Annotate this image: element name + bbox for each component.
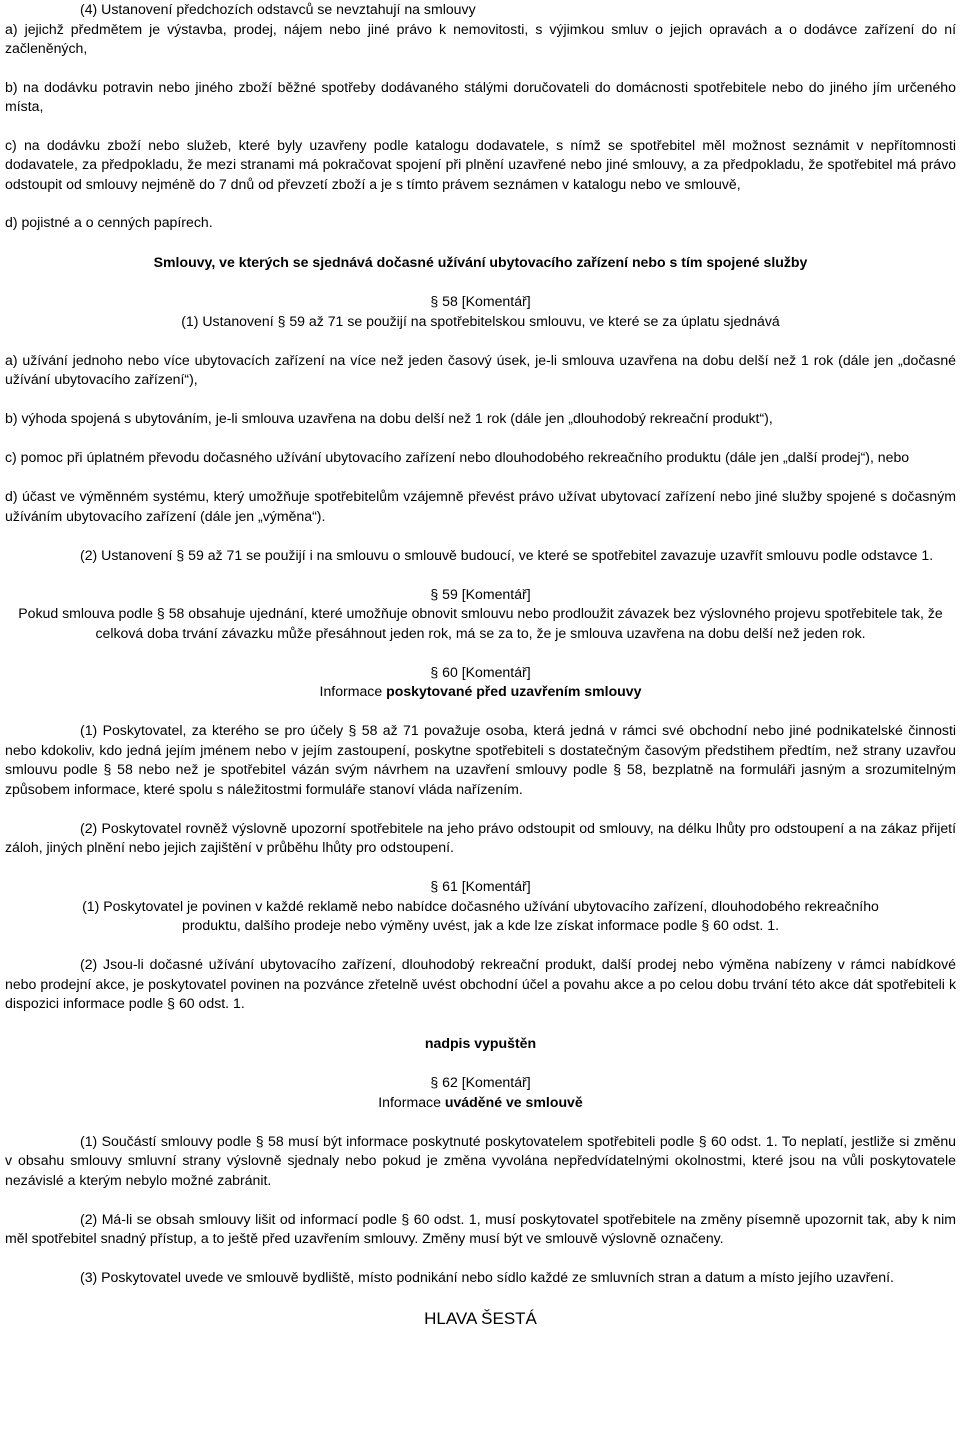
section-sign: § [430, 1074, 439, 1090]
text-fragment: 58 až 71 považuje osoba, která jedná v rámci své obchodní nebo jiné podnikatelské činnosti nebo kdokoliv, kdo jedná jejím jménem nebo v jejím zastoupení, poskytne spotřebiteli s dostatečným časovým předstihem předtím, než strany uzavřou smlouvu podle [5, 722, 957, 777]
text-fragment: (2) Jsou-li dočasné užívání ubytovacího zařízení, dlouhodobý rekreační produkt, další prodej nebo výměna nabízeny v rámci nabídkové nebo prodejní akce, je poskytovatel povinen na pozvánce zřetelně uvést obchodní účel a povahu akce a po celou dobu trvání této akce dát spotřebiteli k dispozici informace podle [5, 956, 956, 1011]
paragraph-61-1 [5, 897, 956, 936]
section-sign: § [430, 878, 439, 894]
text-fragment: 58, bezplatně na formuláři jasným a srozumitelným způsobem informace, které spolu s náležitostmi formuláře stanoví vláda nařízením. [5, 761, 956, 797]
paragraph-62-2 [5, 1210, 956, 1249]
section-sign: § [277, 312, 286, 329]
paragraph-58-2 [5, 546, 956, 566]
text-fragment: 60 odst. 1. [178, 995, 245, 1011]
paragraph-61-2 [5, 955, 956, 1014]
paragraph-61-label: 61 [Komentář] [442, 878, 531, 894]
paragraph-59-label: 59 [Komentář] [442, 585, 531, 602]
text-fragment: 60 odst. 1, musí poskytovatel spotřebitele na změny písemně upozornit tak, aby k nim měl spotřebitel snadný přístup, a to ještě před uzavřením smlouvy. Změny musí být ve smlouvě výslovně označeny. [5, 1210, 956, 1246]
text-fragment: 59 až 71 se použijí na spotřebitelskou smlouvu, ve které se za úplatu sjednává [289, 312, 780, 329]
paragraph-60-2: (2) Poskytovatel rovněž výslovně upozorní spotřebitele na jeho právo odstoupit od smlouvy, na délku lhůty pro odstoupení a na zákaz přijetí záloh, jiných plnění nebo jejich zajištění v průběhu lhůty pro odstoupení. [5, 819, 956, 855]
text-fragment: 58 obsahuje ujednání, které umožňuje obnovit smlouvu nebo prodloužit závazek bez výslovného projevu spotřebitele tak, že celková doba trvání závazku může přesáhnout jeden rok, má se za to, že je smlouva uzavřena na dobu delší než jeden rok. [95, 605, 943, 641]
paragraph-61-number [5, 877, 956, 897]
section-sign: § [255, 1132, 264, 1149]
text-fragment: Pokud smlouva podle [18, 605, 153, 621]
paragraph-60-1 [5, 721, 956, 799]
paragraph-62-label: 62 [Komentář] [442, 1074, 531, 1090]
section-sign: § [430, 585, 439, 602]
section-sign: § [698, 1132, 707, 1149]
paragraph-58-c: c) pomoc při úplatném převodu dočasného užívání ubytovacího zařízení nebo dlouhodobého rekreačního produktu (dále jen „další prodej“), nebo [5, 449, 910, 465]
section-heading: Smlouvy, ve kterých se sjednává dočasné užívání ubytovacího zařízení nebo s tím spojené služby [153, 253, 808, 270]
paragraph-58-b: b) výhoda spojená s ubytováním, je-li smlouva uzavřena na dobu delší než 1 rok (dále jen „dlouhodobý rekreační produkt“), [5, 410, 773, 426]
title-bold: uváděné ve smlouvě [444, 1093, 583, 1110]
paragraph-59-text [5, 604, 956, 643]
section-sign: § [176, 546, 185, 563]
section-sign: § [103, 761, 112, 777]
section-sign: § [167, 995, 176, 1011]
omitted-heading: nadpis vypuštěn [424, 1034, 537, 1051]
paragraph-58-label: 58 [Komentář] [442, 293, 531, 309]
section-sign: § [430, 663, 439, 680]
list-item-c: c) na dodávku zboží nebo služeb, které byly uzavřeny podle katalogu dodavatele, s nímž se spotřebitel měl možnost seznámit v nepřítomnosti dodavatele, za předpokladu, že mezi stranami má pokračovat spojení při plnění uzavřené nebo jiné smlouvy, a za předpokladu, že spotřebitel má právo odstoupit od smlouvy nejméně do 7 dnů od převzetí zboží a je s tímto právem seznámen v katalogu nebo ve smlouvě, [5, 136, 956, 192]
title-bold: poskytované před uzavřením smlouvy [386, 683, 642, 699]
text-fragment: 60 odst. 1. To neplatí, jestliže si změnu v obsahu smlouvy smluvní strany výslovně sjednaly nebo pokud je změna vyvolána nepředvídatelnými okolnostmi, které jsou na vůli poskytovatele nezávislé a kterým nebylo možné zabránit. [5, 1132, 957, 1188]
paragraph-58-number [5, 292, 956, 312]
paragraph-58-a: a) užívání jednoho nebo více ubytovacích zařízení na více než jeden časový úsek, je-li smlouva uzavřena na dobu delší než 1 rok (dále jen „dočasné užívání ubytovacího zařízení“), [5, 351, 956, 387]
text-fragment: (1) Součástí smlouvy podle [80, 1132, 252, 1149]
list-item-a: a) jejichž předmětem je výstavba, prodej, nájem nebo jiné právo k nemovitosti, s výjimkou smluv o jejich opravách a o dodávce zařízení do ní začleněných, [5, 20, 956, 56]
paragraph-58-1 [5, 312, 956, 332]
paragraph-59-number [5, 585, 956, 605]
section-sign: § [430, 293, 439, 309]
text-fragment: (1) Ustanovení [181, 312, 274, 329]
text-fragment: (1) Poskytovatel je povinen v každé reklamě nebo nabídce dočasného užívání ubytovacího zařízení, dlouhodobého rekreačního produktu, dalšího prodeje nebo výměny uvést, jak a kde lze získat informace podle [82, 897, 879, 933]
text-fragment: (2) Má-li se obsah smlouvy lišit od informací podle [80, 1210, 397, 1227]
paragraph-62-title [5, 1093, 956, 1113]
text-fragment: 58 nebo než je spotřebitel vázán svým návrhem na uzavření smlouvy podle [117, 761, 608, 777]
paragraph-60-label: 60 [Komentář] [442, 663, 531, 680]
text-fragment: (2) Ustanovení [80, 546, 173, 563]
paragraph-62-1 [5, 1132, 956, 1191]
section-sign: § [701, 917, 710, 933]
list-item-d: d) pojistné a o cenných papírech. [5, 214, 213, 230]
paragraph-58-d: d) účast ve výměnném systému, který umožňuje spotřebitelům vzájemně převést právo užívat ubytovací zařízení nebo jiné služby spojené s dočasným užíváním ubytovacího zařízení (dále jen „výměna“). [5, 488, 956, 524]
paragraph-62-3: (3) Poskytovatel uvede ve smlouvě bydliště, místo podnikání nebo sídlo každé ze smluvních stran a datum a místo jejího uzavření. [80, 1269, 894, 1285]
section-sign: § [613, 761, 622, 777]
paragraph-62-number [5, 1073, 956, 1093]
title-plain: Informace [378, 1093, 445, 1110]
section-sign: § [348, 722, 357, 738]
title-plain: Informace [319, 683, 387, 699]
chapter-heading: HLAVA ŠESTÁ [424, 1308, 537, 1328]
section-sign: § [156, 605, 165, 621]
list-item-b: b) na dodávku potravin nebo jiného zboží běžné spotřeby dodávaného stálými doručovateli do domácnosti spotřebitele nebo do jiného jím určeného místa, [5, 78, 956, 114]
text-fragment: 59 až 71 se použijí i na smlouvu o smlouvě budoucí, ve které se spotřebitel zavazuje uzavřít smlouvu podle odstavce 1. [188, 546, 934, 563]
document-page [5, 0, 956, 1328]
paragraph-4-intro: (4) Ustanovení předchozích odstavců se nevztahují na smlouvy [80, 1, 476, 17]
section-sign: § [401, 1210, 410, 1227]
paragraph-60-number [5, 663, 956, 683]
text-fragment: 58 musí být informace poskytnuté poskytovatelem spotřebiteli podle [268, 1132, 695, 1149]
text-fragment: (1) Poskytovatel, za kterého se pro účely [80, 722, 344, 738]
text-fragment: 60 odst. 1. [713, 917, 779, 933]
paragraph-60-title [5, 682, 956, 702]
